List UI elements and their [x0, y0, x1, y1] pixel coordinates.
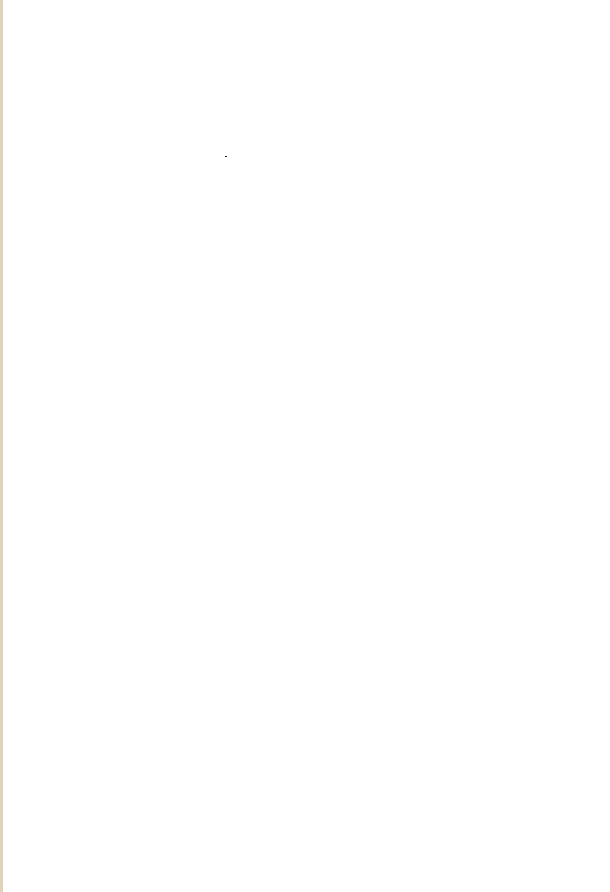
heading-5-9-4 [41, 455, 51, 469]
heading-5-9-2 [41, 341, 51, 355]
heading-5-9 [41, 284, 51, 298]
formula-4 [224, 156, 242, 157]
heading-5-8-5 [41, 123, 51, 137]
heading-5-9-1 [41, 303, 51, 317]
heading-5-9-3 [41, 398, 51, 412]
